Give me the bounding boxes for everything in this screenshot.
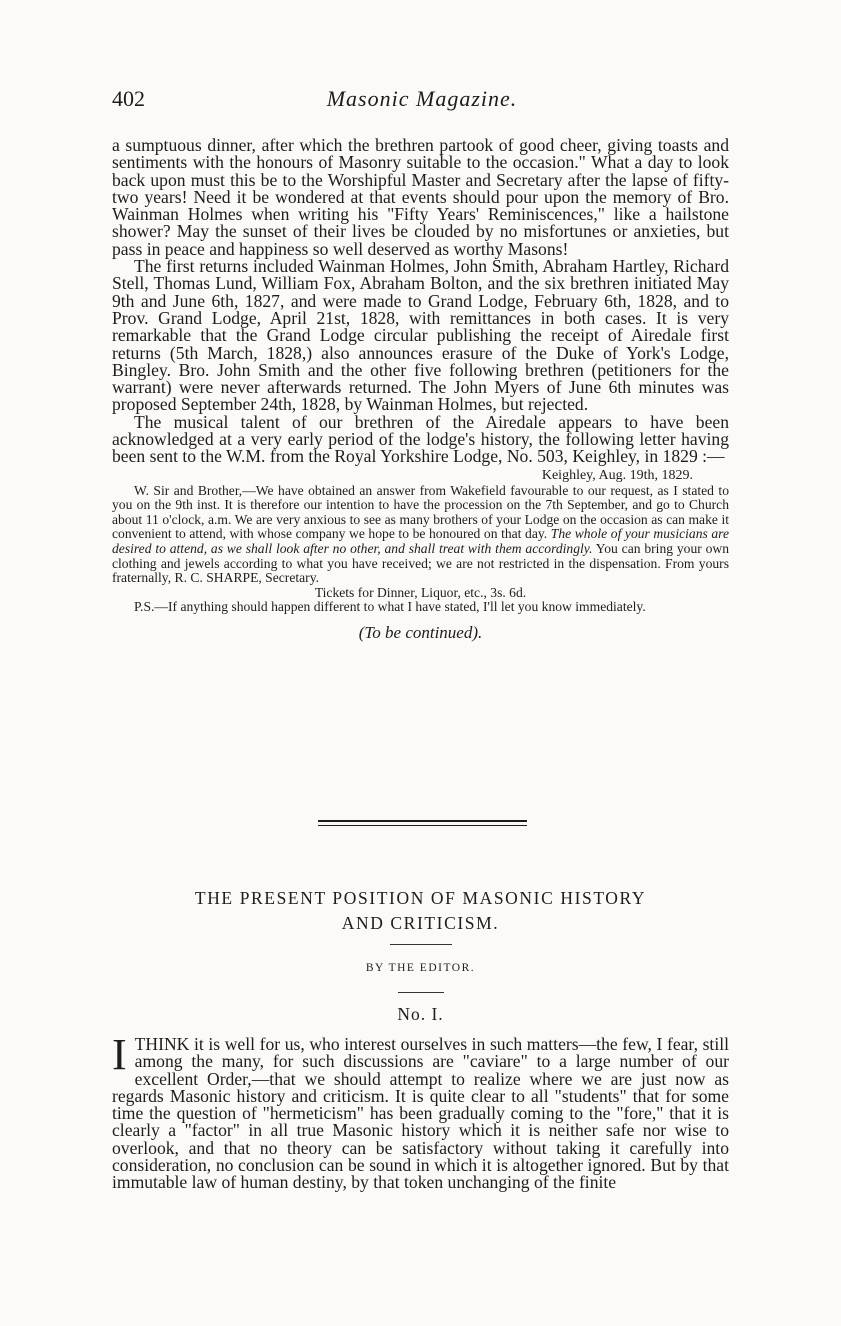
paragraph-musical-talent: The musical talent of our brethren of the Airedale appears to have been acknowledged at a very early period of the lodge's history, the following letter having been sent to the W.M. from the Royal Yorkshire Lodge, No. 503, Keighley, in 1829 :— xyxy=(112,411,729,467)
letter-postscript: P.S.—If anything should happen different to what I have stated, I'll let you know immediately. xyxy=(134,599,646,615)
letter-body-italic: The whole of your musicians are desired to attend, as we shall look after no other, and shall treat with them accordingly. xyxy=(112,526,729,557)
quoted-letter xyxy=(112,468,729,615)
page-number: 402 xyxy=(112,86,145,111)
article-body xyxy=(112,1030,729,1193)
letter-tickets: Tickets for Dinner, Liquor, etc., 3s. 6d. xyxy=(314,584,527,600)
paragraph-dinner: a sumptuous dinner, after which the brethren partook of good cheer, giving toasts and sentiments with the honours of Masonry suitable to the occasion." What a day to look back upon must this be to the Worshipful Master and Secretary after the lapse of fifty-two years! Need it be wondered at that events should pour upon the memory of Bro. Wainman Holmes when writing his "Fifty Years' Reminiscences," like a hailstone shower? May the sunset of their lives be clouded by no misfortunes or anxieties, but pass in peace and happiness so well deserved as worthy Masons! xyxy=(112,135,729,259)
paragraph-first-returns: The first returns included Wainman Holmes, John Smith, Abraham Hartley, Richard Stell, Thomas Lund, William Fox, Abraham Bolton, and the six brethren initiated May 9th and June 6th, 1827, and were made to Grand Lodge, February 6th, 1828, and to Prov. Grand Lodge, April 21st, 1828, with remittances in both cases. It is very remarkable that the Grand Lodge circular publishing the receipt of Airedale first returns (5th March, 1828,) also announces erasure of the Duke of York's Lodge, Bingley. Bro. John Smith and the other five following brethren (petitioners for the warrant) were never afterwards returned. The John Myers of June 6th minutes was proposed September 24th, 1828, by Wainman Holmes, but rejected. xyxy=(112,256,729,415)
letter-body xyxy=(112,484,729,586)
opening-paragraph xyxy=(112,1030,729,1193)
letter-dateline: Keighley, Aug. 19th, 1829. xyxy=(541,467,693,483)
article-title-line2: AND CRITICISM. xyxy=(341,913,500,933)
drop-cap: I xyxy=(112,1030,127,1079)
byline: BY THE EDITOR. xyxy=(365,962,476,974)
title-rule xyxy=(390,944,452,945)
letter-body-start: W. Sir and Brother,—We have obtained an answer from Wakefield favourable to our request, as I stated to you on the 9th inst. It is therefore our intention to have the procession on the 7th September, and go to Church about 11 o'clock, a.m. We are very anxious to see as many brothers of your Lodge on the occasion as can make it convenient to attend, with whose company we hope to be honoured on that day. xyxy=(112,482,729,542)
part-number: No. I. xyxy=(397,1004,444,1024)
byline-rule xyxy=(398,992,444,993)
to-be-continued: (To be continued). xyxy=(358,622,483,642)
section-divider-bottom xyxy=(318,825,527,826)
letter-body-end: You can bring your own clothing and jewels according to what you have received; we are not restricted in the dispensation. From yours fraternally, R. C. SHARPE, Secretary. xyxy=(112,541,729,586)
article-title-line1: THE PRESENT POSITION OF MASONIC HISTORY xyxy=(194,888,647,908)
opening-paragraph-text: THINK it is well for us, who interest ourselves in such matters—the few, I fear, still among the many, for such discussions are "caviare" to a large number of our excellent Order,—that we should attempt to realize where we are just now as regards Masonic history and criticism. It is quite clear to all "students" that for some time the question of "hermeticism" has been gradually coming to the "fore," that it is clearly a "factor" in all true Masonic history which it is neither safe nor wise to overlook, and that no theory can be satisfactory without taking it carefully into consideration, no conclusion can be sound in which it is altogether ignored. But by that immutable law of human destiny, by that token unchanging of the finite xyxy=(112,1034,729,1193)
running-head xyxy=(112,86,732,116)
magazine-title: Masonic Magazine. xyxy=(326,86,518,111)
article-continuation xyxy=(112,137,729,643)
section-divider-top xyxy=(318,820,527,822)
